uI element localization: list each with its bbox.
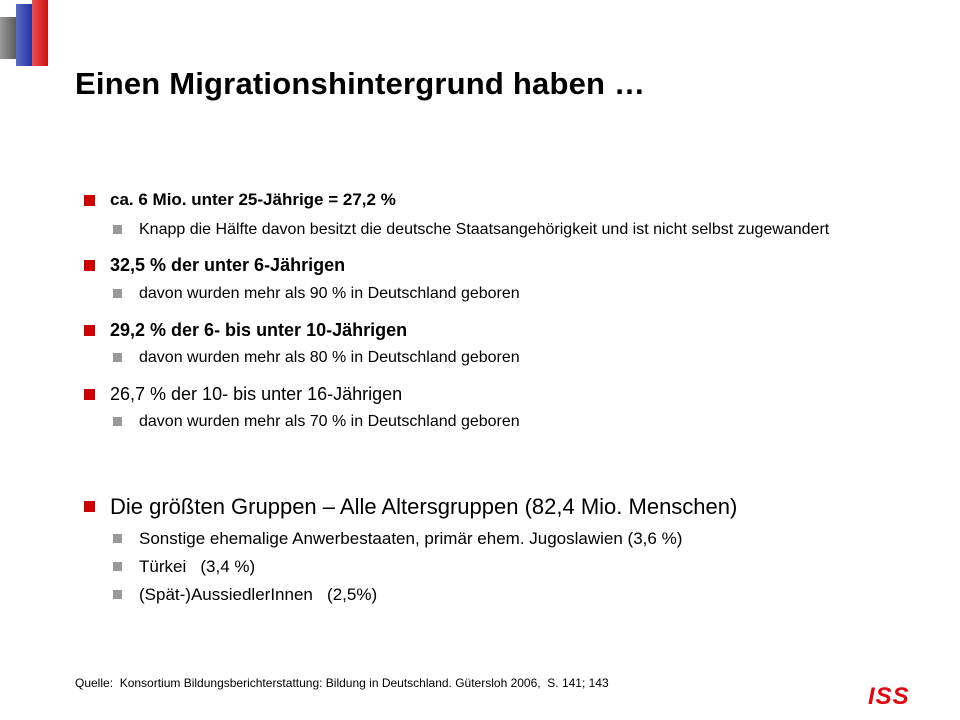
slide-title: Einen Migrationshintergrund haben …: [75, 66, 646, 101]
sub-bullet-square-icon: [113, 289, 122, 298]
decor-bar-red: [32, 0, 48, 66]
slide-content: [82, 190, 902, 605]
bullet-text: 29,2 % der 6- bis unter 10-Jährigen: [110, 320, 408, 340]
source-citation: Quelle: Konsortium Bildungsberichterstattung: Bildung in Deutschland. Gütersloh 2006, S. 141; 143: [75, 676, 609, 690]
bullet-square-icon: [84, 195, 95, 206]
bullet-groups: [82, 494, 902, 520]
decor-bar-gray: [0, 17, 16, 59]
bullet-square-icon: [84, 501, 95, 512]
bullet-text: ca. 6 Mio. unter 25-Jährige = 27,2 %: [110, 190, 396, 209]
sub-bullet-text: Türkei (3,4 %): [139, 557, 256, 576]
sub-bullet-square-icon: [113, 590, 122, 599]
sub-bullet-groups-3: [82, 585, 902, 605]
sub-bullet-4-1: [82, 413, 902, 431]
sub-bullet-square-icon: [113, 225, 122, 234]
sub-bullet-square-icon: [113, 353, 122, 362]
bullet-point-1: [82, 190, 902, 210]
bullet-point-2: [82, 255, 902, 275]
sub-bullet-1-1: [82, 221, 899, 239]
bullet-text: 26,7 % der 10- bis unter 16-Jährigen: [110, 384, 403, 404]
sub-bullet-square-icon: [113, 562, 122, 571]
bullet-text: Die größten Gruppen – Alle Altersgruppen (82,4 Mio. Menschen): [110, 494, 738, 519]
bullet-point-3: [82, 320, 902, 340]
sub-bullet-square-icon: [113, 534, 122, 543]
decor-bar-blue: [16, 4, 32, 66]
bullet-point-4: [82, 384, 902, 404]
sub-bullet-text: Knapp die Hälfte davon besitzt die deutsche Staatsangehörigkeit und ist nicht selbst zugewandert: [139, 221, 830, 238]
sub-bullet-text: davon wurden mehr als 70 % in Deutschland geboren: [139, 413, 520, 430]
sub-bullet-groups-2: [82, 557, 902, 577]
sub-bullet-square-icon: [113, 417, 122, 426]
bullet-square-icon: [84, 260, 95, 271]
sub-bullet-text: (Spät-)AussiedlerInnen (2,5%): [139, 585, 378, 604]
bullet-square-icon: [84, 325, 95, 336]
sub-bullet-text: davon wurden mehr als 90 % in Deutschland geboren: [139, 285, 520, 302]
sub-bullet-3-1: [82, 349, 902, 367]
sub-bullet-2-1: [82, 285, 902, 303]
sub-bullet-groups-1: [82, 529, 902, 549]
sub-bullet-text: Sonstige ehemalige Anwerbestaaten, primär ehem. Jugoslawien (3,6 %): [139, 529, 683, 548]
iss-logo: ISS: [868, 683, 910, 710]
bullet-square-icon: [84, 389, 95, 400]
sub-bullet-text: davon wurden mehr als 80 % in Deutschland geboren: [139, 349, 520, 366]
bullet-text: 32,5 % der unter 6-Jährigen: [110, 255, 346, 275]
